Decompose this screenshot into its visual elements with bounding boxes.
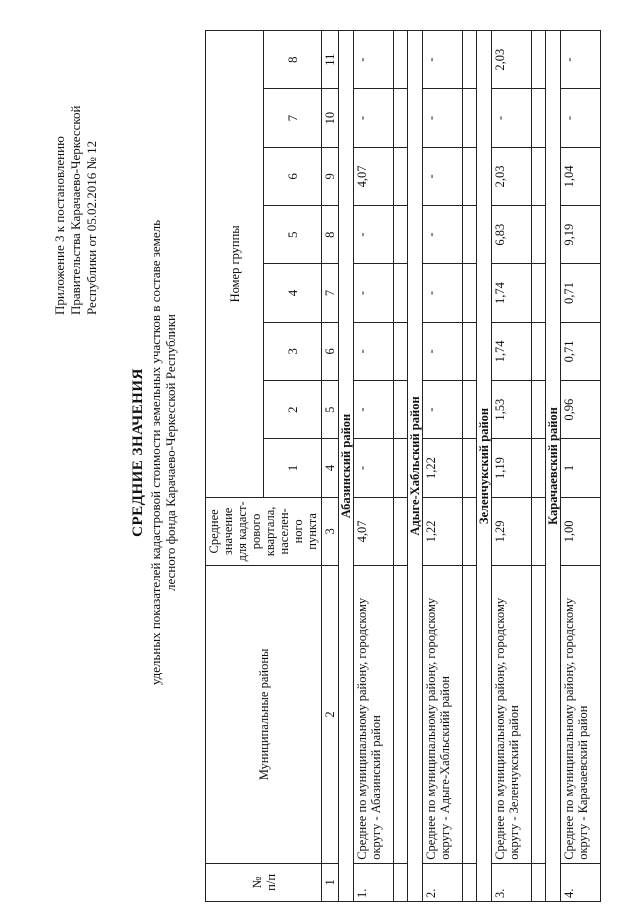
group-value: - [354,322,394,380]
group-header-3: 3 [264,322,322,380]
appendix-line-1: Приложение 3 к постановлению [52,136,67,315]
group-value: - [423,206,463,264]
group-header-6: 6 [264,147,322,205]
group-value: - [354,439,394,497]
group-value: 1,74 [492,264,532,322]
group-value: 1,22 [423,439,463,497]
group-header-7: 7 [264,89,322,147]
cadastral-values-table [205,30,601,902]
document-subtitle-line-1: удельных показателей кадастровой стоимости земельных участков в составе земель [148,219,163,686]
row-label: Среднее по муниципальному району, городскому округу - Абазинский район [354,566,394,864]
group-value: - [354,206,394,264]
group-value: 0,96 [561,381,601,439]
index-cell: 9 [322,147,339,205]
appendix-note [52,15,100,315]
row-number: 4. [561,863,601,901]
index-cell: 5 [322,381,339,439]
row-label: Среднее по муниципальному району, городскому округу - Карачаевский район [561,566,601,864]
group-value: - [561,31,601,89]
group-value: - [354,381,394,439]
group-value: - [492,89,532,147]
index-cell: 3 [322,497,339,565]
document-subtitle-line-2: лесного фонда Карачаево-Черкесской Республики [163,314,178,591]
group-value: - [354,264,394,322]
row-number: 2. [423,863,463,901]
appendix-line-2: Правительства Карачаево-Черкесской [68,105,83,315]
row-label: Среднее по муниципальному району, городскому округу - Зеленчукский район [492,566,532,864]
group-value: - [423,147,463,205]
group-value: 2,03 [492,147,532,205]
row-average: 4,07 [354,497,394,565]
group-header-8: 8 [264,31,322,89]
header-district: Муниципальные районы [206,566,322,864]
group-value: 1,04 [561,147,601,205]
group-value: 9,19 [561,206,601,264]
group-value: 4,07 [354,147,394,205]
index-cell: 10 [322,89,339,147]
section-heading: Адыге-Хабльский район [408,31,423,902]
header-group-number: Номер группы [206,31,264,498]
row-average: 1,00 [561,497,601,565]
group-value: - [423,322,463,380]
group-value: 1 [561,439,601,497]
appendix-line-3: Республики от 05.02.2016 № 12 [84,140,99,315]
row-number: 3. [492,863,532,901]
index-cell: 2 [322,566,339,864]
group-value: - [423,31,463,89]
group-value: 1,53 [492,381,532,439]
group-value: 2,03 [492,31,532,89]
group-value: - [561,89,601,147]
index-cell: 11 [322,31,339,89]
document-title: СРЕДНИЕ ЗНАЧЕНИЯ [130,368,146,537]
row-average: 1,29 [492,497,532,565]
index-cell: 7 [322,264,339,322]
section-heading: Абазинский район [339,31,354,902]
header-average: Среднее значение для кадаст- рового квартала, населен- ного пункта [206,497,322,565]
group-value: - [423,381,463,439]
index-cell: 4 [322,439,339,497]
group-header-1: 1 [264,439,322,497]
group-value: 1,19 [492,439,532,497]
group-value: 1,74 [492,322,532,380]
header-num: № п/п [206,863,322,901]
group-header-5: 5 [264,206,322,264]
group-value: - [354,89,394,147]
index-cell: 6 [322,322,339,380]
group-value: 6,83 [492,206,532,264]
group-header-4: 4 [264,264,322,322]
group-value: 0,71 [561,322,601,380]
row-number: 1. [354,863,394,901]
group-value: 0,71 [561,264,601,322]
group-value: - [354,31,394,89]
row-average: 1,22 [423,497,463,565]
index-cell: 8 [322,206,339,264]
index-cell: 1 [322,863,339,901]
group-value: - [423,264,463,322]
group-header-2: 2 [264,381,322,439]
row-label: Среднее по муниципальному району, городскому округу - Адыге-Хабльскийй район [423,566,463,864]
section-heading: Карачаевский район [546,31,561,902]
section-heading: Зеленчукский район [477,31,492,902]
group-value: - [423,89,463,147]
